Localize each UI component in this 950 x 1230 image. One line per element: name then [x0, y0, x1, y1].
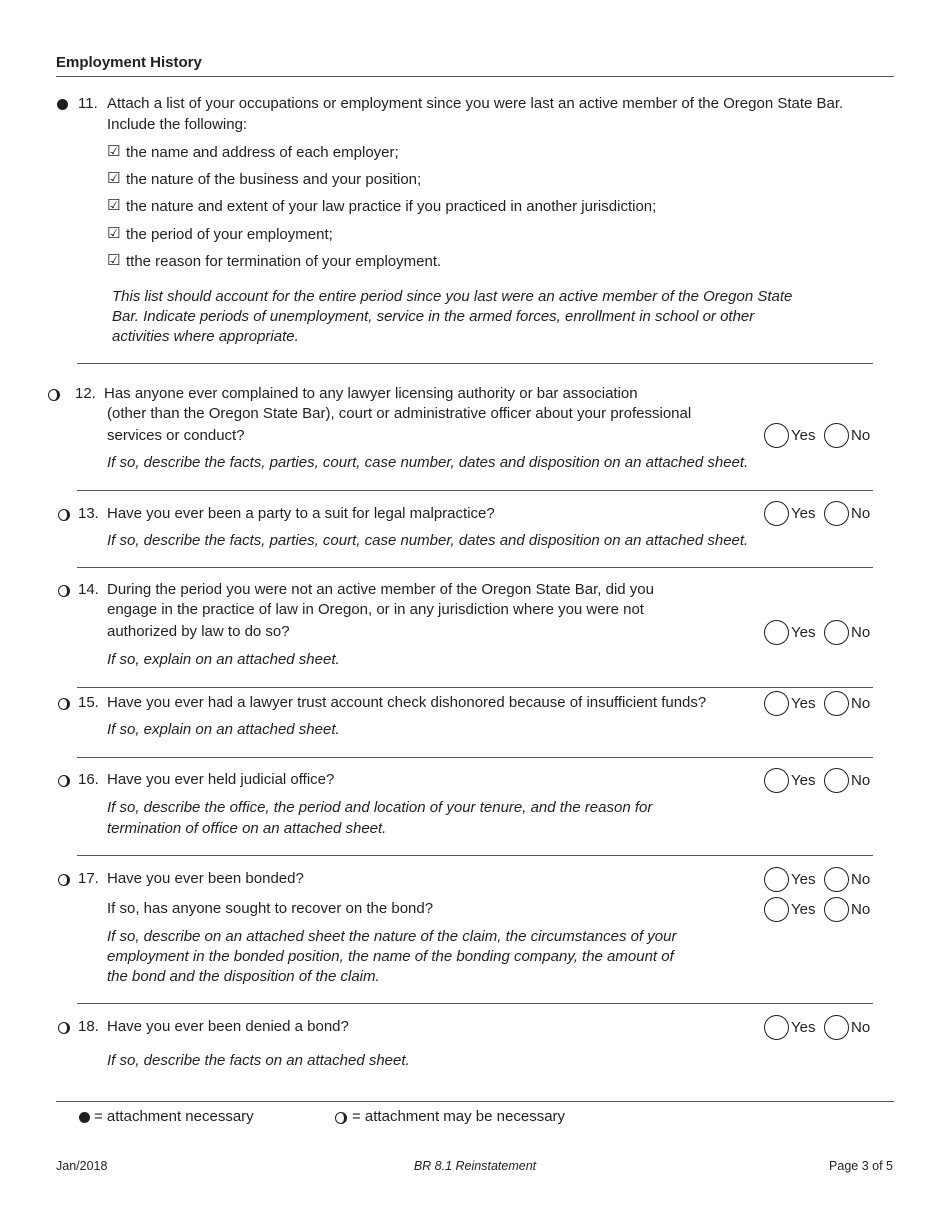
q12-text-line: services or conduct? — [107, 427, 245, 444]
q14-no-label: No — [851, 624, 871, 641]
q18-yes-label: Yes — [791, 1019, 816, 1036]
q17-sub-no-label: No — [851, 901, 871, 918]
q13-note: If so, describe the facts, parties, court, case number, dates and disposition on an attached sheet. — [107, 532, 749, 549]
q13-yes-label: Yes — [791, 505, 816, 522]
q18-note: If so, describe the facts on an attached sheet. — [107, 1052, 410, 1069]
attachment-may-be-necessary-bullet-icon — [58, 698, 70, 710]
checked-box-icon: ☑ — [107, 197, 121, 214]
checked-box-icon: ☑ — [107, 225, 121, 242]
footer-date: Jan/2018 — [56, 1159, 108, 1173]
checked-box-icon: ☑ — [107, 143, 121, 160]
q11-text-line: Include the following: — [107, 116, 248, 133]
q14-text-line: During the period you were not an active member of the Oregon State Bar, did you — [107, 581, 654, 598]
attachment-may-be-necessary-bullet-icon — [58, 509, 70, 521]
q14-number: 14. — [78, 581, 99, 598]
q18-no-label: No — [851, 1019, 871, 1036]
question-divider — [77, 855, 873, 856]
q17-note-line: the bond and the disposition of the claim. — [107, 968, 380, 985]
q13-no-radio[interactable] — [824, 501, 849, 526]
q17-sub-yes-radio[interactable] — [764, 897, 789, 922]
q16-no-radio[interactable] — [824, 768, 849, 793]
attachment-may-be-necessary-bullet-icon — [58, 585, 70, 597]
q18-number: 18. — [78, 1018, 99, 1035]
q13-text-line: Have you ever been a party to a suit for legal malpractice? — [107, 505, 495, 522]
q12-number: 12. — [75, 385, 96, 402]
legend-filled-text: = attachment necessary — [94, 1108, 254, 1125]
q11-number: 11. — [78, 95, 98, 112]
q12-text-line: Has anyone ever complained to any lawyer licensing authority or bar association — [104, 385, 638, 402]
q11-note-line: activities where appropriate. — [112, 328, 299, 345]
question-divider — [77, 490, 873, 491]
footer-page-number: Page 3 of 5 — [829, 1159, 893, 1173]
q12-no-radio[interactable] — [824, 423, 849, 448]
q14-text-line: authorized by law to do so? — [107, 623, 290, 640]
q14-no-radio[interactable] — [824, 620, 849, 645]
q16-note-line: If so, describe the office, the period and location of your tenure, and the reason for — [107, 799, 653, 816]
q16-number: 16. — [78, 771, 99, 788]
q16-yes-radio[interactable] — [764, 768, 789, 793]
q14-text-line: engage in the practice of law in Oregon, or in any jurisdiction where you were not — [107, 601, 644, 618]
q17-no-radio[interactable] — [824, 867, 849, 892]
q15-number: 15. — [78, 694, 99, 711]
q17-number: 17. — [78, 870, 99, 887]
q18-yes-radio[interactable] — [764, 1015, 789, 1040]
q18-no-radio[interactable] — [824, 1015, 849, 1040]
q17-sub-yes-label: Yes — [791, 901, 816, 918]
q16-text-line: Have you ever held judicial office? — [107, 771, 335, 788]
q15-note: If so, explain on an attached sheet. — [107, 721, 340, 738]
q15-no-label: No — [851, 695, 871, 712]
q14-yes-label: Yes — [791, 624, 816, 641]
q11-note-line: This list should account for the entire period since you last were an active member of the Oregon State — [112, 288, 793, 305]
q17-text-line: Have you ever been bonded? — [107, 870, 304, 887]
question-divider — [77, 363, 873, 364]
q17-yes-label: Yes — [791, 871, 816, 888]
checked-box-icon: ☑ — [107, 170, 121, 187]
q16-no-label: No — [851, 772, 871, 789]
section-title: Employment History — [56, 54, 202, 71]
q11-item: the nature and extent of your law practice if you practiced in another jurisdiction; — [126, 198, 657, 215]
q17-note-line: If so, describe on an attached sheet the nature of the claim, the circumstances of your — [107, 928, 677, 945]
q18-text-line: Have you ever been denied a bond? — [107, 1018, 349, 1035]
q12-note: If so, describe the facts, parties, court, case number, dates and disposition on an attached sheet. — [107, 454, 749, 471]
q16-note-line: termination of office on an attached sheet. — [107, 820, 387, 837]
legend-open-text: = attachment may be necessary — [352, 1108, 566, 1125]
q11-item: the period of your employment; — [126, 226, 333, 243]
checked-box-icon: ☑ — [107, 252, 121, 269]
q11-text-line: Attach a list of your occupations or employment since you were last an active member of the Oregon State Bar. — [107, 95, 844, 112]
attachment-may-be-necessary-bullet-icon — [58, 874, 70, 886]
q14-note: If so, explain on an attached sheet. — [107, 651, 340, 668]
q14-yes-radio[interactable] — [764, 620, 789, 645]
q17-sub-question: If so, has anyone sought to recover on the bond? — [107, 900, 434, 917]
q12-text-line: (other than the Oregon State Bar), court or administrative officer about your professional — [107, 405, 692, 422]
q15-text-line: Have you ever had a lawyer trust account check dishonored because of insufficient funds? — [107, 694, 707, 711]
attachment-may-be-necessary-bullet-icon — [48, 389, 60, 401]
section-divider — [56, 76, 894, 77]
q17-note-line: employment in the bonded position, the name of the bonding company, the amount of — [107, 948, 674, 965]
q17-yes-radio[interactable] — [764, 867, 789, 892]
q15-yes-label: Yes — [791, 695, 816, 712]
q11-item: tthe reason for termination of your employment. — [126, 253, 442, 270]
q11-item: the name and address of each employer; — [126, 144, 399, 161]
attachment-may-be-necessary-bullet-icon — [58, 1022, 70, 1034]
q13-yes-radio[interactable] — [764, 501, 789, 526]
footer-form-name: BR 8.1 Reinstatement — [413, 1159, 537, 1173]
attachment-may-be-necessary-legend-icon — [335, 1112, 347, 1124]
legend-divider — [56, 1101, 894, 1102]
q15-no-radio[interactable] — [824, 691, 849, 716]
attachment-necessary-bullet-icon — [57, 99, 68, 110]
q17-sub-no-radio[interactable] — [824, 897, 849, 922]
q13-no-label: No — [851, 505, 871, 522]
q12-yes-radio[interactable] — [764, 423, 789, 448]
attachment-may-be-necessary-bullet-icon — [58, 775, 70, 787]
q17-no-label: No — [851, 871, 871, 888]
attachment-necessary-legend-icon — [79, 1112, 90, 1123]
question-divider — [77, 757, 873, 758]
q16-yes-label: Yes — [791, 772, 816, 789]
q13-number: 13. — [78, 505, 99, 522]
q15-yes-radio[interactable] — [764, 691, 789, 716]
question-divider — [77, 1003, 873, 1004]
q11-note-line: Bar. Indicate periods of unemployment, service in the armed forces, enrollment in school or other — [112, 308, 755, 325]
q12-no-label: No — [851, 427, 871, 444]
question-divider — [77, 567, 873, 568]
q12-yes-label: Yes — [791, 427, 816, 444]
q11-item: the nature of the business and your position; — [126, 171, 422, 188]
question-divider — [77, 687, 873, 688]
